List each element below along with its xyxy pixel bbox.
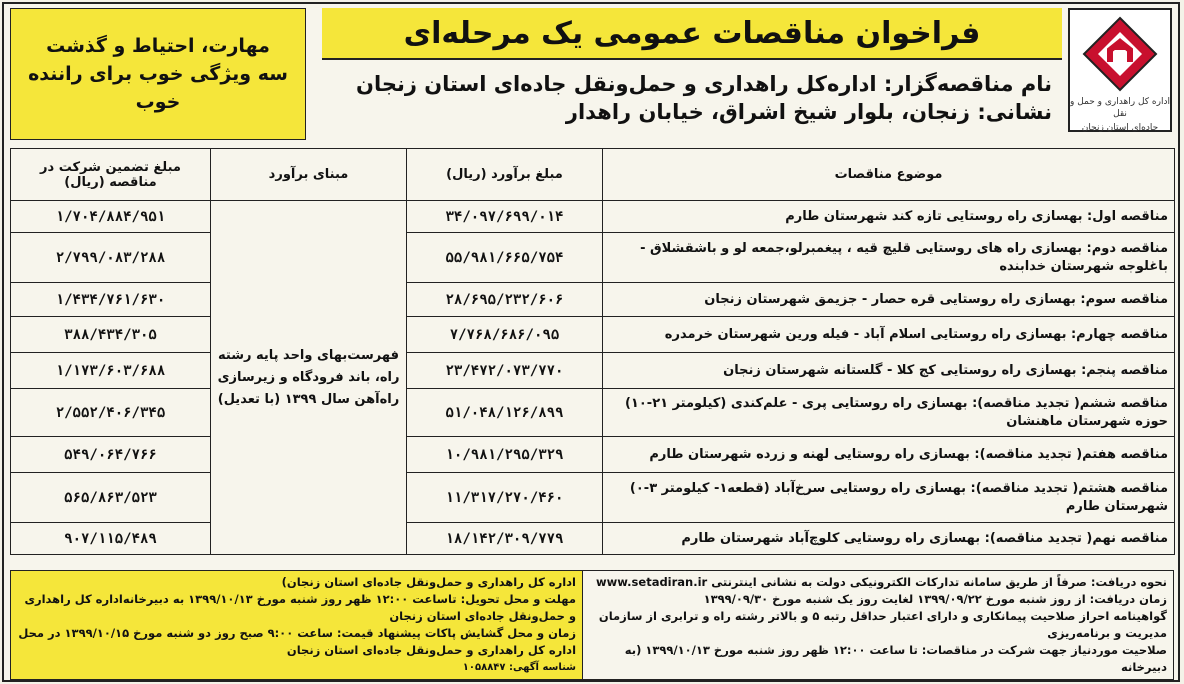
table-row xyxy=(11,437,1175,473)
tender-estimate: ۵۱/۰۴۸/۱۲۶/۸۹۹ xyxy=(407,389,603,437)
header-guarantee: مبلغ تضمین شرکت در مناقصه (ریال) xyxy=(11,149,211,201)
table-row xyxy=(11,389,1175,437)
tender-estimate: ۲۸/۶۹۵/۲۳۲/۶۰۶ xyxy=(407,283,603,317)
tender-guarantee: ۲/۵۵۲/۴۰۶/۳۴۵ xyxy=(11,389,211,437)
page-title: فراخوان مناقصات عمومی یک مرحله‌ای xyxy=(322,8,1062,60)
tender-guarantee: ۳۸۸/۴۳۴/۳۰۵ xyxy=(11,317,211,353)
tender-guarantee: ۹۰۷/۱۱۵/۴۸۹ xyxy=(11,523,211,555)
logo-caption-2: جاده‌ای استان زنجان xyxy=(1081,123,1159,133)
footer-left-line: اداره کل راهداری و حمل‌ونقل جاده‌ای استان زنجان) xyxy=(281,575,577,589)
tender-estimate: ۵۵/۹۸۱/۶۶۵/۷۵۴ xyxy=(407,233,603,283)
tender-subject: مناقصه چهارم: بهسازی راه روستایی اسلام آباد - فیله ورین شهرستان خرمدره xyxy=(603,317,1175,353)
footer-conditions xyxy=(582,571,1173,679)
estimate-basis: فهرست‌بهای واحد پایه رشته راه، باند فرودگاه و زیرسازی راه‌آهن سال ۱۳۹۹ (با تعدیل) xyxy=(211,201,407,555)
footer-deadlines xyxy=(11,571,582,679)
tender-guarantee: ۵۶۵/۸۶۳/۵۲۳ xyxy=(11,473,211,523)
issuer-block xyxy=(332,70,1052,126)
logo-caption-1: اداره کل راهداری و حمل و نقل xyxy=(1070,97,1170,119)
tender-subject: مناقصه نهم( تجدید مناقصه): بهسازی راه روستایی کلوچ‌آباد شهرستان طارم xyxy=(603,523,1175,555)
tender-subject: مناقصه دوم: بهسازی راه های روستایی قلیچ قیه ، پیغمبرلو،جمعه لو و باشقشلاق - باغلوجه شهرستان خدابنده xyxy=(603,233,1175,283)
tender-guarantee: ۱/۷۰۴/۸۸۴/۹۵۱ xyxy=(11,201,211,233)
tender-notice xyxy=(2,2,1180,682)
issuer-name: نام مناقصه‌گزار: اداره‌کل راهداری و حمل‌ونقل جاده‌ای استان زنجان xyxy=(356,72,1052,96)
tender-estimate: ۱۰/۹۸۱/۲۹۵/۳۲۹ xyxy=(407,437,603,473)
table-body xyxy=(11,201,1175,555)
tender-subject: مناقصه سوم: بهسازی راه روستایی قره حصار - جزیمق شهرستان زنجان xyxy=(603,283,1175,317)
tender-estimate: ۳۴/۰۹۷/۶۹۹/۰۱۴ xyxy=(407,201,603,233)
footer-right-line: گواهینامه احراز صلاحیت پیمانکاری و دارای اعتبار حداقل رتبه ۵ و بالاتر رشته راه و ترابری از سازمان مدیریت و برنامه‌ریزی xyxy=(598,609,1167,640)
road-maintenance-logo-icon xyxy=(1080,14,1160,94)
tender-subject: مناقصه اول: بهسازی راه روستایی تازه کند شهرستان طارم xyxy=(603,201,1175,233)
footer-right-line: نحوه دریافت: صرفاً از طریق سامانه تدارکات الکترونیکی دولت به نشانی اینترنتی www.setadiran.ir xyxy=(596,575,1167,589)
footer xyxy=(10,570,1174,680)
slogan-line-1: مهارت، احتیاط و گذشت xyxy=(46,35,270,57)
tender-subject: مناقصه پنجم: بهسازی راه روستایی کج کلا - گلستانه شهرستان زنجان xyxy=(603,353,1175,389)
footer-left-line: مهلت و محل تحویل: تاساعت ۱۲:۰۰ ظهر روز شنبه مورخ ۱۳۹۹/۱۰/۱۳ به دبیرخانه‌اداره کل راهداری و حمل‌ونقل جاده‌ای استان زنجان xyxy=(24,592,577,623)
tenders-table xyxy=(10,148,1175,555)
tender-estimate: ۷/۷۶۸/۶۸۶/۰۹۵ xyxy=(407,317,603,353)
footer-right-line: زمان دریافت: از روز شنبه مورخ ۱۳۹۹/۰۹/۲۲ لغایت روز یک شنبه مورخ ۱۳۹۹/۰۹/۳۰ xyxy=(703,592,1167,606)
footer-right-line: صلاحیت موردنیاز جهت شرکت در مناقصات: تا ساعت ۱۲:۰۰ ظهر روز شنبه مورخ ۱۳۹۹/۱۰/۱۳ (به دبیرخانه xyxy=(624,643,1167,674)
table-header-row xyxy=(11,149,1175,201)
table-row xyxy=(11,473,1175,523)
ad-code: شناسه آگهی: ۱۰۵۸۸۴۷ xyxy=(462,662,577,673)
safety-slogan xyxy=(10,8,306,140)
table-row xyxy=(11,201,1175,233)
header-estimate: مبلغ برآورد (ریال) xyxy=(407,149,603,201)
header-basis: مبنای برآورد xyxy=(211,149,407,201)
tender-guarantee: ۵۴۹/۰۶۴/۷۶۶ xyxy=(11,437,211,473)
tender-subject: مناقصه ششم( تجدید مناقصه): بهسازی راه روستایی پری - علم‌کندی (کیلومتر ۲۱-۱۰) حوزه شهرستان ماهنشان xyxy=(603,389,1175,437)
tender-estimate: ۲۳/۴۷۲/۰۷۳/۷۷۰ xyxy=(407,353,603,389)
header-subject: موضوع مناقصات xyxy=(603,149,1175,201)
tender-guarantee: ۱/۴۳۴/۷۶۱/۶۳۰ xyxy=(11,283,211,317)
table-row xyxy=(11,233,1175,283)
footer-left-line: زمان و محل گشایش پاکات پیشنهاد قیمت: ساعت ۹:۰۰ صبح روز دو شنبه مورخ ۱۳۹۹/۱۰/۱۵ در محل اداره کل راهداری و حمل‌ونقل جاده‌ای استان زنجان xyxy=(18,626,577,657)
tender-guarantee: ۱/۱۷۳/۶۰۳/۶۸۸ xyxy=(11,353,211,389)
tender-subject: مناقصه هفتم( تجدید مناقصه): بهسازی راه روستایی لهنه و زرده شهرستان طارم xyxy=(603,437,1175,473)
tender-subject: مناقصه هشتم( تجدید مناقصه): بهسازی راه روستایی سرخ‌آباد (قطعه۱- کیلومتر ۳-۰) شهرستان طارم xyxy=(603,473,1175,523)
tender-estimate: ۱۸/۱۴۲/۳۰۹/۷۷۹ xyxy=(407,523,603,555)
organization-logo xyxy=(1068,8,1172,132)
slogan-line-2: سه ویژگی خوب برای راننده خوب xyxy=(28,63,288,113)
header xyxy=(4,4,1178,144)
table-row xyxy=(11,283,1175,317)
table-row xyxy=(11,317,1175,353)
issuer-address: نشانی: زنجان، بلوار شیخ اشراق، خیابان راهدار xyxy=(565,100,1052,124)
table-row xyxy=(11,353,1175,389)
tender-estimate: ۱۱/۳۱۷/۲۷۰/۴۶۰ xyxy=(407,473,603,523)
table-row xyxy=(11,523,1175,555)
tender-guarantee: ۲/۷۹۹/۰۸۳/۲۸۸ xyxy=(11,233,211,283)
